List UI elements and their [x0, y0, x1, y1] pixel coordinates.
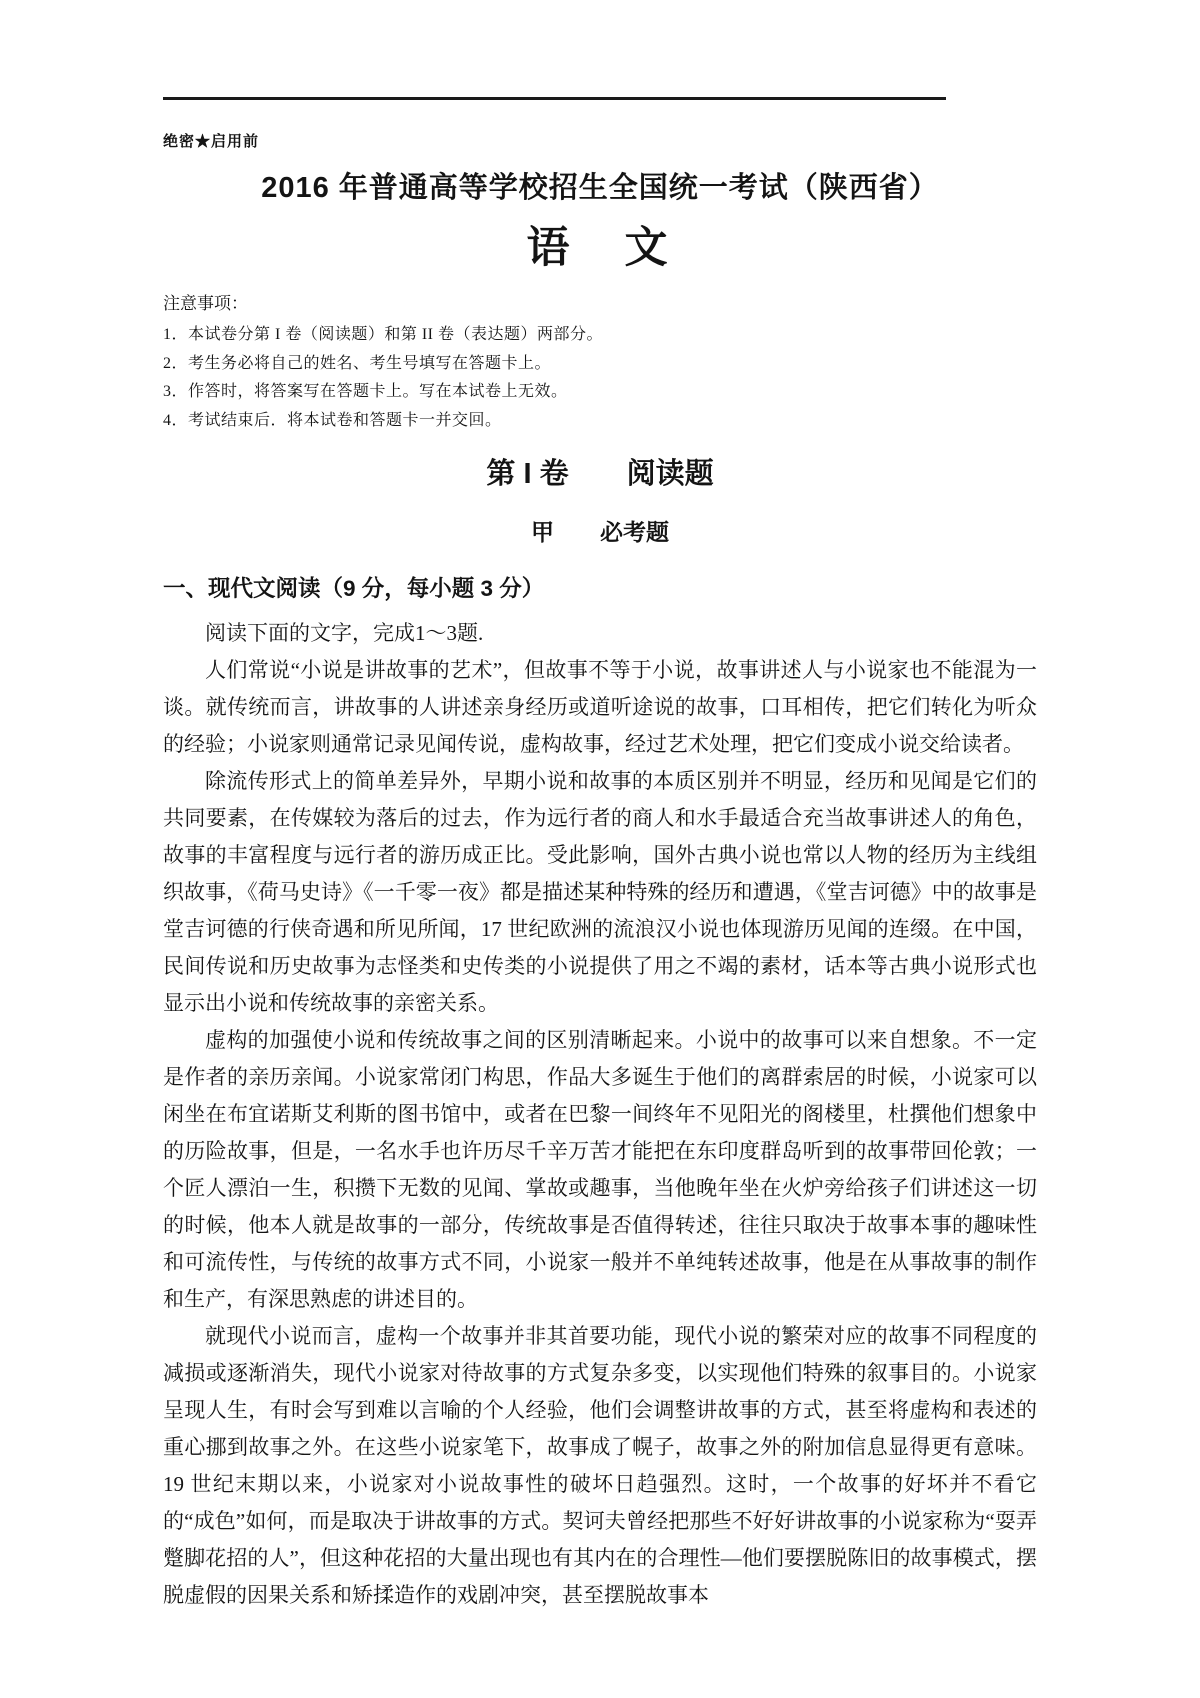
notice-item: 1．本试卷分第 I 卷（阅读题）和第 II 卷（表达题）两部分。 — [163, 326, 603, 343]
part1-title: 第 I 卷 阅读题 — [486, 458, 714, 490]
top-rule — [163, 97, 946, 100]
reading-paragraph: 除流传形式上的简单差异外，早期小说和故事的本质区别并不明显，经历和见闻是它们的共同要素，在传媒较为落后的过去，作为远行者的商人和水手最适合充当故事讲述人的角色，故事的丰富程度与远行者的游历成正比。受此影响，国外古典小说也常以人物的经历为主线组织故事，《荷马史诗》《一千零一夜》都是描述某种特殊的经历和遭遇，《堂吉诃德》中的故事是堂吉诃德的行侠奇遇和所见所闻，17 世纪欧洲的流浪汉小说也体现游历见闻的连缀。在中国，民间传说和历史故事为志怪类和史传类的小说提供了用之不竭的素材，话本等古典小说形式也显示出小说和传统故事的亲密关系。 — [163, 769, 1037, 1015]
section1-heading: 一、现代文阅读（9 分，每小题 3 分） — [163, 576, 545, 601]
exam-title: 2016 年普通高等学校招生全国统一考试（陕西省） — [261, 172, 939, 204]
reading-paragraph: 虚构的加强使小说和传统故事之间的区别清晰起来。小说中的故事可以来自想象。不一定是作者的亲历亲闻。小说家常闭门构思，作品大多诞生于他们的离群索居的时候，小说家可以闲坐在布宜诺斯艾利斯的图书馆中，或者在巴黎一间终年不见阳光的阁楼里，杜撰他们想象中的历险故事，但是，一名水手也许历尽千辛万苦才能把在东印度群岛听到的故事带回伦敦；一个匠人漂泊一生，积攒下无数的见闻、掌故或趣事，当他晚年坐在火炉旁给孩子们讲述这一切的时候，他本人就是故事的一部分，传统故事是否值得转述，往往只取决于故事本事的趣味性和可流传性，与传统的故事方式不同，小说家一般并不单纯转述故事，他是在从事故事的制作和生产，有深思熟虑的讲述目的。 — [163, 1028, 1037, 1311]
notice-item: 4．考试结束后．将本试卷和答题卡一并交回。 — [163, 411, 502, 429]
reading-paragraph: 人们常说“小说是讲故事的艺术”，但故事不等于小说，故事讲述人与小说家也不能混为一谈。就传统而言，讲故事的人讲述亲身经历或道听途说的故事，口耳相传，把它们转化为听众的经验；小说家则通常记录见闻传说，虚构故事，经过艺术处理，把它们变成小说交给读者。 — [163, 658, 1037, 756]
notice-block — [163, 291, 1037, 435]
classification-label: 绝密★启用前 — [163, 134, 260, 150]
notice-heading: 注意事项： — [163, 294, 248, 313]
notice-item: 2．考生务必将自己的姓名、考生号填写在答题卡上。 — [163, 354, 552, 372]
notice-item: 3．作答时，将答案写在答题卡上。写在本试卷上无效。 — [163, 383, 568, 400]
part1-subtitle: 甲 必考题 — [531, 519, 669, 545]
reading-paragraph: 就现代小说而言，虚构一个故事并非其首要功能，现代小说的繁荣对应的故事不同程度的减损或逐渐消失，现代小说家对待故事的方式复杂多变，以实现他们特殊的叙事目的。小说家呈现人生，有时会写到难以言喻的个人经验，他们会调整讲故事的方式，甚至将虚构和表述的重心挪到故事之外。在这些小说家笔下，故事成了幌子，故事之外的附加信息显得更有意味。19 世纪末期以来，小说家对小说故事性的破坏日趋强烈。这时，一个故事的好坏并不看它的“成色”如何，而是取决于讲故事的方式。契诃夫曾经把那些不好好讲故事的小说家称为“耍弄蹩脚花招的人”，但这种花招的大量出现也有其内在的合理性—他们要摆脱陈旧的故事模式，摆脱虚假的因果关系和矫揉造作的戏剧冲突，甚至摆脱故事本 — [163, 1324, 1037, 1607]
reading-intro: 阅读下面的文字，完成1～3题. — [205, 621, 484, 645]
subject-title: 语 文 — [526, 224, 674, 272]
